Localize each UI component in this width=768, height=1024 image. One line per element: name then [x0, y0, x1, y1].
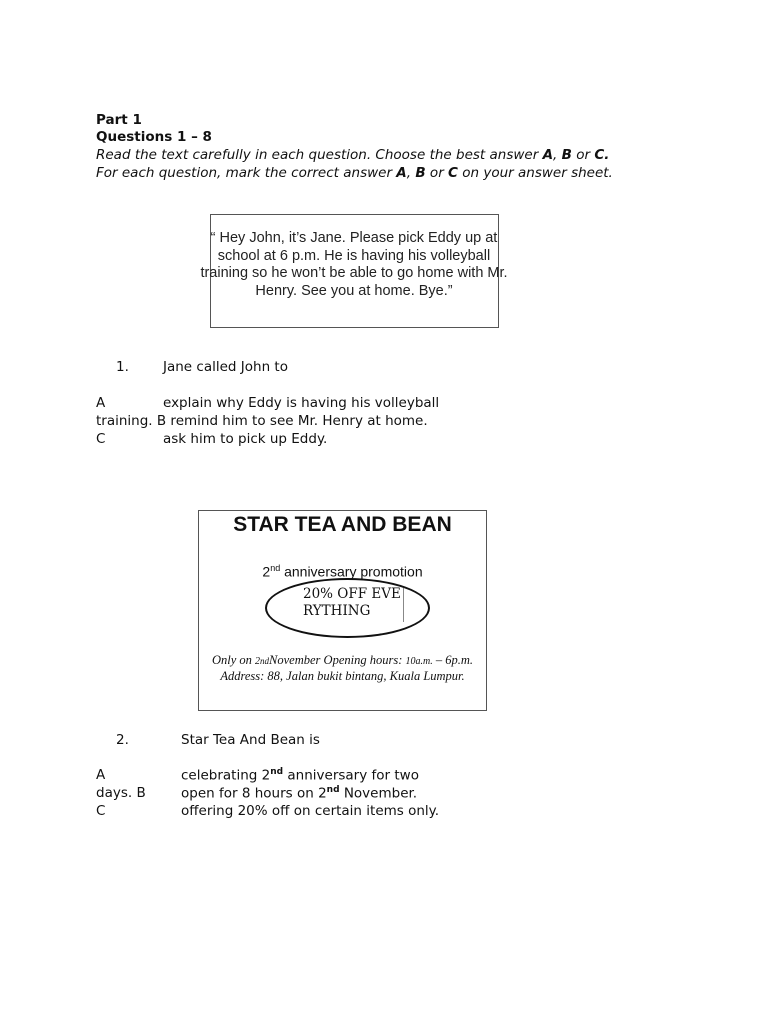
instruction-line-2 [96, 165, 613, 181]
details-text: – 6p.m. [432, 653, 474, 667]
q1-option-c-text: ask him to pick up Eddy. [163, 431, 328, 447]
q2-option-b-text [181, 785, 417, 802]
q1-option-a-label: A [96, 395, 106, 411]
or-text: or [571, 147, 595, 163]
option-c-ref: C [448, 165, 458, 181]
q2-option-c-text: offering 20% off on certain items only. [181, 803, 440, 819]
ad-title: STAR TEA AND BEAN [233, 513, 452, 536]
question-1-number: 1. [116, 359, 129, 375]
question-1-stem: Jane called John to [163, 359, 288, 375]
details-text: November Opening hours: [269, 653, 406, 667]
option-text: celebrating 2 [181, 767, 271, 784]
q2-option-b-prefix: days. B [96, 785, 146, 801]
option-c-ref: C [594, 147, 605, 163]
details-number: 2 [255, 656, 261, 667]
ordinal: nd [326, 785, 340, 795]
q2-option-a-label: A [96, 767, 106, 783]
q1-option-c-label: C [96, 431, 106, 447]
q1-option-a-text: explain why Eddy is having his volleyball [163, 395, 440, 411]
option-b-ref: B [415, 165, 426, 181]
or-text: or [425, 165, 449, 181]
details-hours: 10a.m. [405, 656, 433, 667]
ad-address: Address: 88, Jalan bukit bintang, Kuala Lumpur. [220, 669, 465, 683]
q2-option-c-label: C [96, 803, 106, 819]
option-b-ref: B [561, 147, 572, 163]
separator: , [406, 165, 416, 181]
instruction-line-1 [96, 147, 609, 163]
option-text: open for 8 hours on 2 [181, 785, 327, 802]
part-heading: Part 1 [96, 112, 142, 128]
details-ordinal: nd [260, 656, 270, 666]
promo-number: 2 [262, 563, 271, 580]
instruction-text: For each question, mark the correct answer [96, 165, 397, 181]
offer-divider [403, 588, 404, 622]
phone-message: “ Hey John, it’s Jane. Please pick Eddy up at school at 6 p.m. He is having his volleyball training so he won’t be able to go home with Mr. Henry. See you at home. Bye.” [200, 230, 508, 299]
question-2-stem: Star Tea And Bean is [181, 732, 320, 748]
q1-option-b-line: training. B remind him to see Mr. Henry at home. [96, 413, 428, 429]
promo-text: anniversary promotion [280, 563, 423, 580]
option-a-ref: A [542, 147, 554, 163]
instruction-text: Read the text carefully in each question. Choose the best answer [96, 147, 543, 163]
separator: , [553, 147, 562, 163]
option-text: November. [339, 785, 418, 802]
ad-offer: 20% OFF EVERYTHING [303, 586, 401, 619]
option-text: anniversary for two [283, 767, 419, 784]
promo-ordinal: nd [270, 563, 281, 573]
period: . [604, 147, 610, 163]
instruction-text-end: on your answer sheet. [457, 165, 613, 181]
option-a-ref: A [396, 165, 407, 181]
q2-option-a-text [181, 767, 419, 784]
question-2-number: 2. [116, 732, 129, 748]
questions-heading: Questions 1 – 8 [96, 129, 212, 145]
ad-details [210, 653, 475, 683]
details-text: Only on [211, 653, 256, 667]
ordinal: nd [270, 767, 284, 777]
